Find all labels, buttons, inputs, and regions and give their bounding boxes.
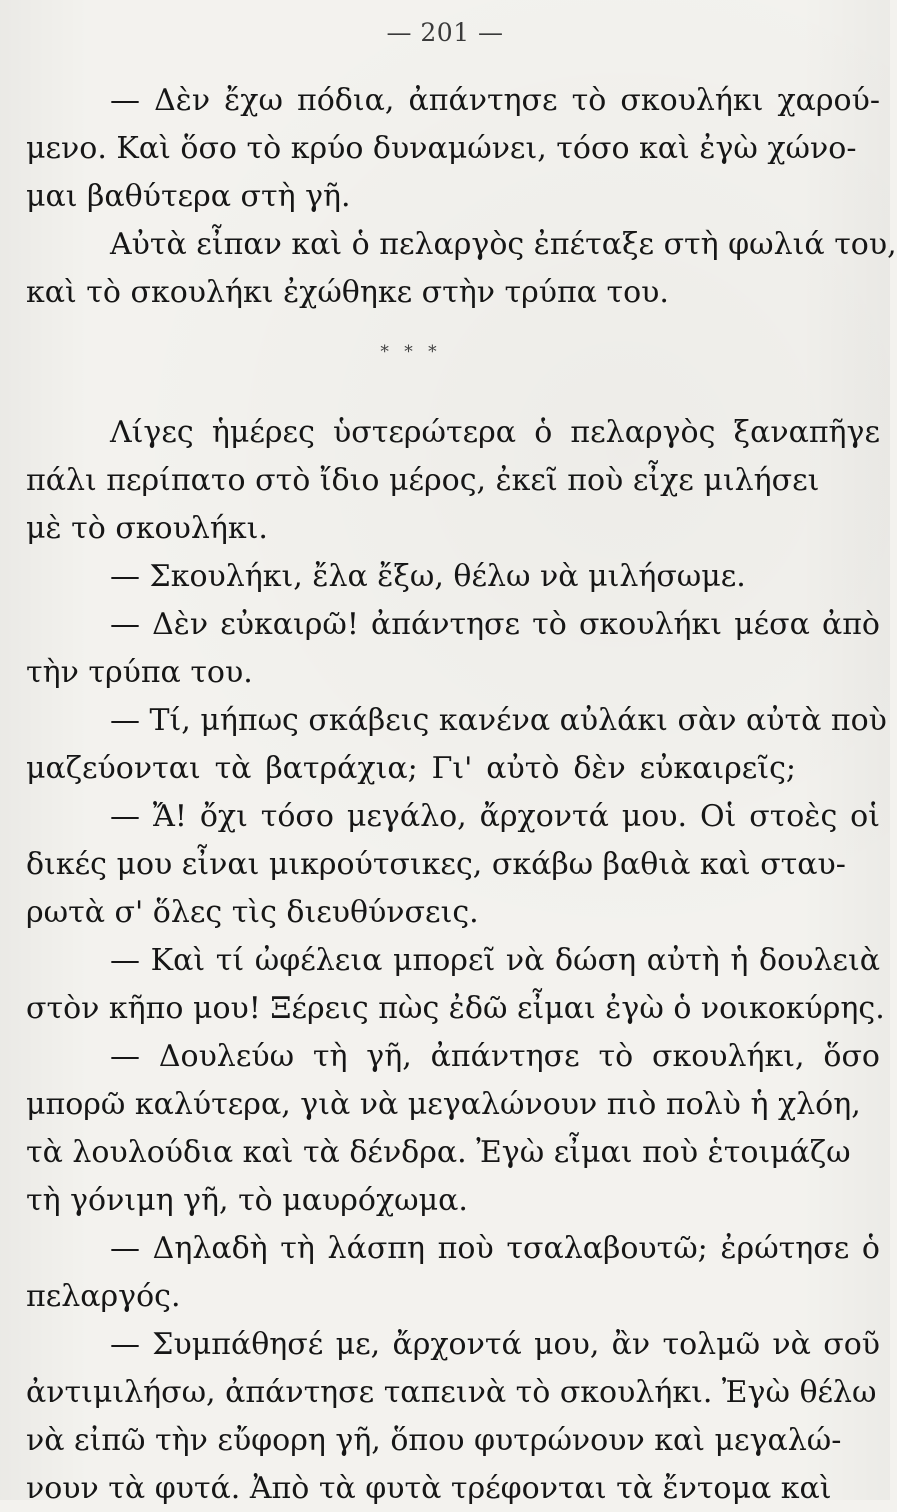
text-line: Αὐτὰ εἶπαν καὶ ὁ πελαργὸς ἐπέταξε στὴ φωλιά του, xyxy=(110,227,897,262)
section-separator: * * * xyxy=(380,342,442,362)
text-line: ρωτὰ σ' ὅλες τὶς διευθύνσεις. xyxy=(26,895,479,930)
text-line: — Τί, μήπως σκάβεις κανένα αὐλάκι σὰν αὐτὰ ποὺ xyxy=(110,703,887,738)
text-line: — Ἄ! ὄχι τόσο μεγάλο, ἄρχοντά μου. Οἱ στοὲς οἱ xyxy=(110,799,880,834)
text-line: — Δουλεύω τὴ γῆ, ἀπάντησε τὸ σκουλήκι, ὅσο xyxy=(110,1039,880,1074)
text-line: πάλι περίπατο στὸ ἴδιο μέρος, ἐκεῖ ποὺ εἶχε μιλήσει xyxy=(26,463,820,498)
text-line: — Δὲν ἔχω πόδια, ἀπάντησε τὸ σκουλήκι χαρού- xyxy=(110,83,880,118)
text-line: τὴ γόνιμη γῆ, τὸ μαυρόχωμα. xyxy=(26,1183,468,1218)
text-line: — Συμπάθησέ με, ἄρχοντά μου, ἂν τολμῶ νὰ σοῦ xyxy=(110,1327,880,1362)
text-line: — Καὶ τί ὠφέλεια μπορεῖ νὰ δώση αὐτὴ ἡ δουλειὰ xyxy=(110,943,880,978)
text-line: ἀντιμιλήσω, ἀπάντησε ταπεινὰ τὸ σκουλήκι. Ἐγὼ θέλω xyxy=(26,1375,877,1410)
text-line: μαζεύονται τὰ βατράχια; Γι' αὐτὸ δὲν εὐκαιρεῖς; xyxy=(26,751,796,786)
page-number: — 201 — xyxy=(386,18,504,47)
text-line: — Δηλαδὴ τὴ λάσπη ποὺ τσαλαβουτῶ; ἐρώτησε ὁ xyxy=(110,1231,880,1266)
text-line: — Σκουλήκι, ἔλα ἔξω, θέλω νὰ μιλήσωμε. xyxy=(110,559,746,594)
text-line: Λίγες ἡμέρες ὑστερώτερα ὁ πελαργὸς ξαναπῆγε xyxy=(110,415,880,450)
text-line: μπορῶ καλύτερα, γιὰ νὰ μεγαλώνουν πιὸ πολὺ ἡ χλόη, xyxy=(26,1087,861,1122)
text-line: νὰ εἰπῶ τὴν εὔφορη γῆ, ὅπου φυτρώνουν καὶ μεγαλώ- xyxy=(26,1423,842,1458)
text-line: πελαργός. xyxy=(26,1279,181,1314)
text-line: δικές μου εἶναι μικρούτσικες, σκάβω βαθιὰ καὶ σταυ- xyxy=(26,847,846,882)
text-line: μὲ τὸ σκουλήκι. xyxy=(26,511,268,546)
text-line: μενο. Καὶ ὅσο τὸ κρύο δυναμώνει, τόσο καὶ ἐγὼ χώνο- xyxy=(26,131,857,166)
text-line: τὴν τρύπα του. xyxy=(26,655,253,690)
text-line: τὰ λουλούδια καὶ τὰ δένδρα. Ἐγὼ εἶμαι ποὺ ἑτοιμάζω xyxy=(26,1135,851,1170)
text-line: — Δὲν εὐκαιρῶ! ἀπάντησε τὸ σκουλήκι μέσα ἀπὸ xyxy=(110,607,880,642)
text-line: στὸν κῆπο μου! Ξέρεις πὼς ἐδῶ εἶμαι ἐγὼ ὁ νοικοκύρης. xyxy=(26,991,885,1026)
text-line: καὶ τὸ σκουλήκι ἐχώθηκε στὴν τρύπα του. xyxy=(26,275,669,310)
text-line: μαι βαθύτερα στὴ γῆ. xyxy=(26,179,351,214)
text-line: νουν τὰ φυτά. Ἀπὸ τὰ φυτὰ τρέφονται τὰ ἔντομα καὶ xyxy=(26,1471,832,1506)
